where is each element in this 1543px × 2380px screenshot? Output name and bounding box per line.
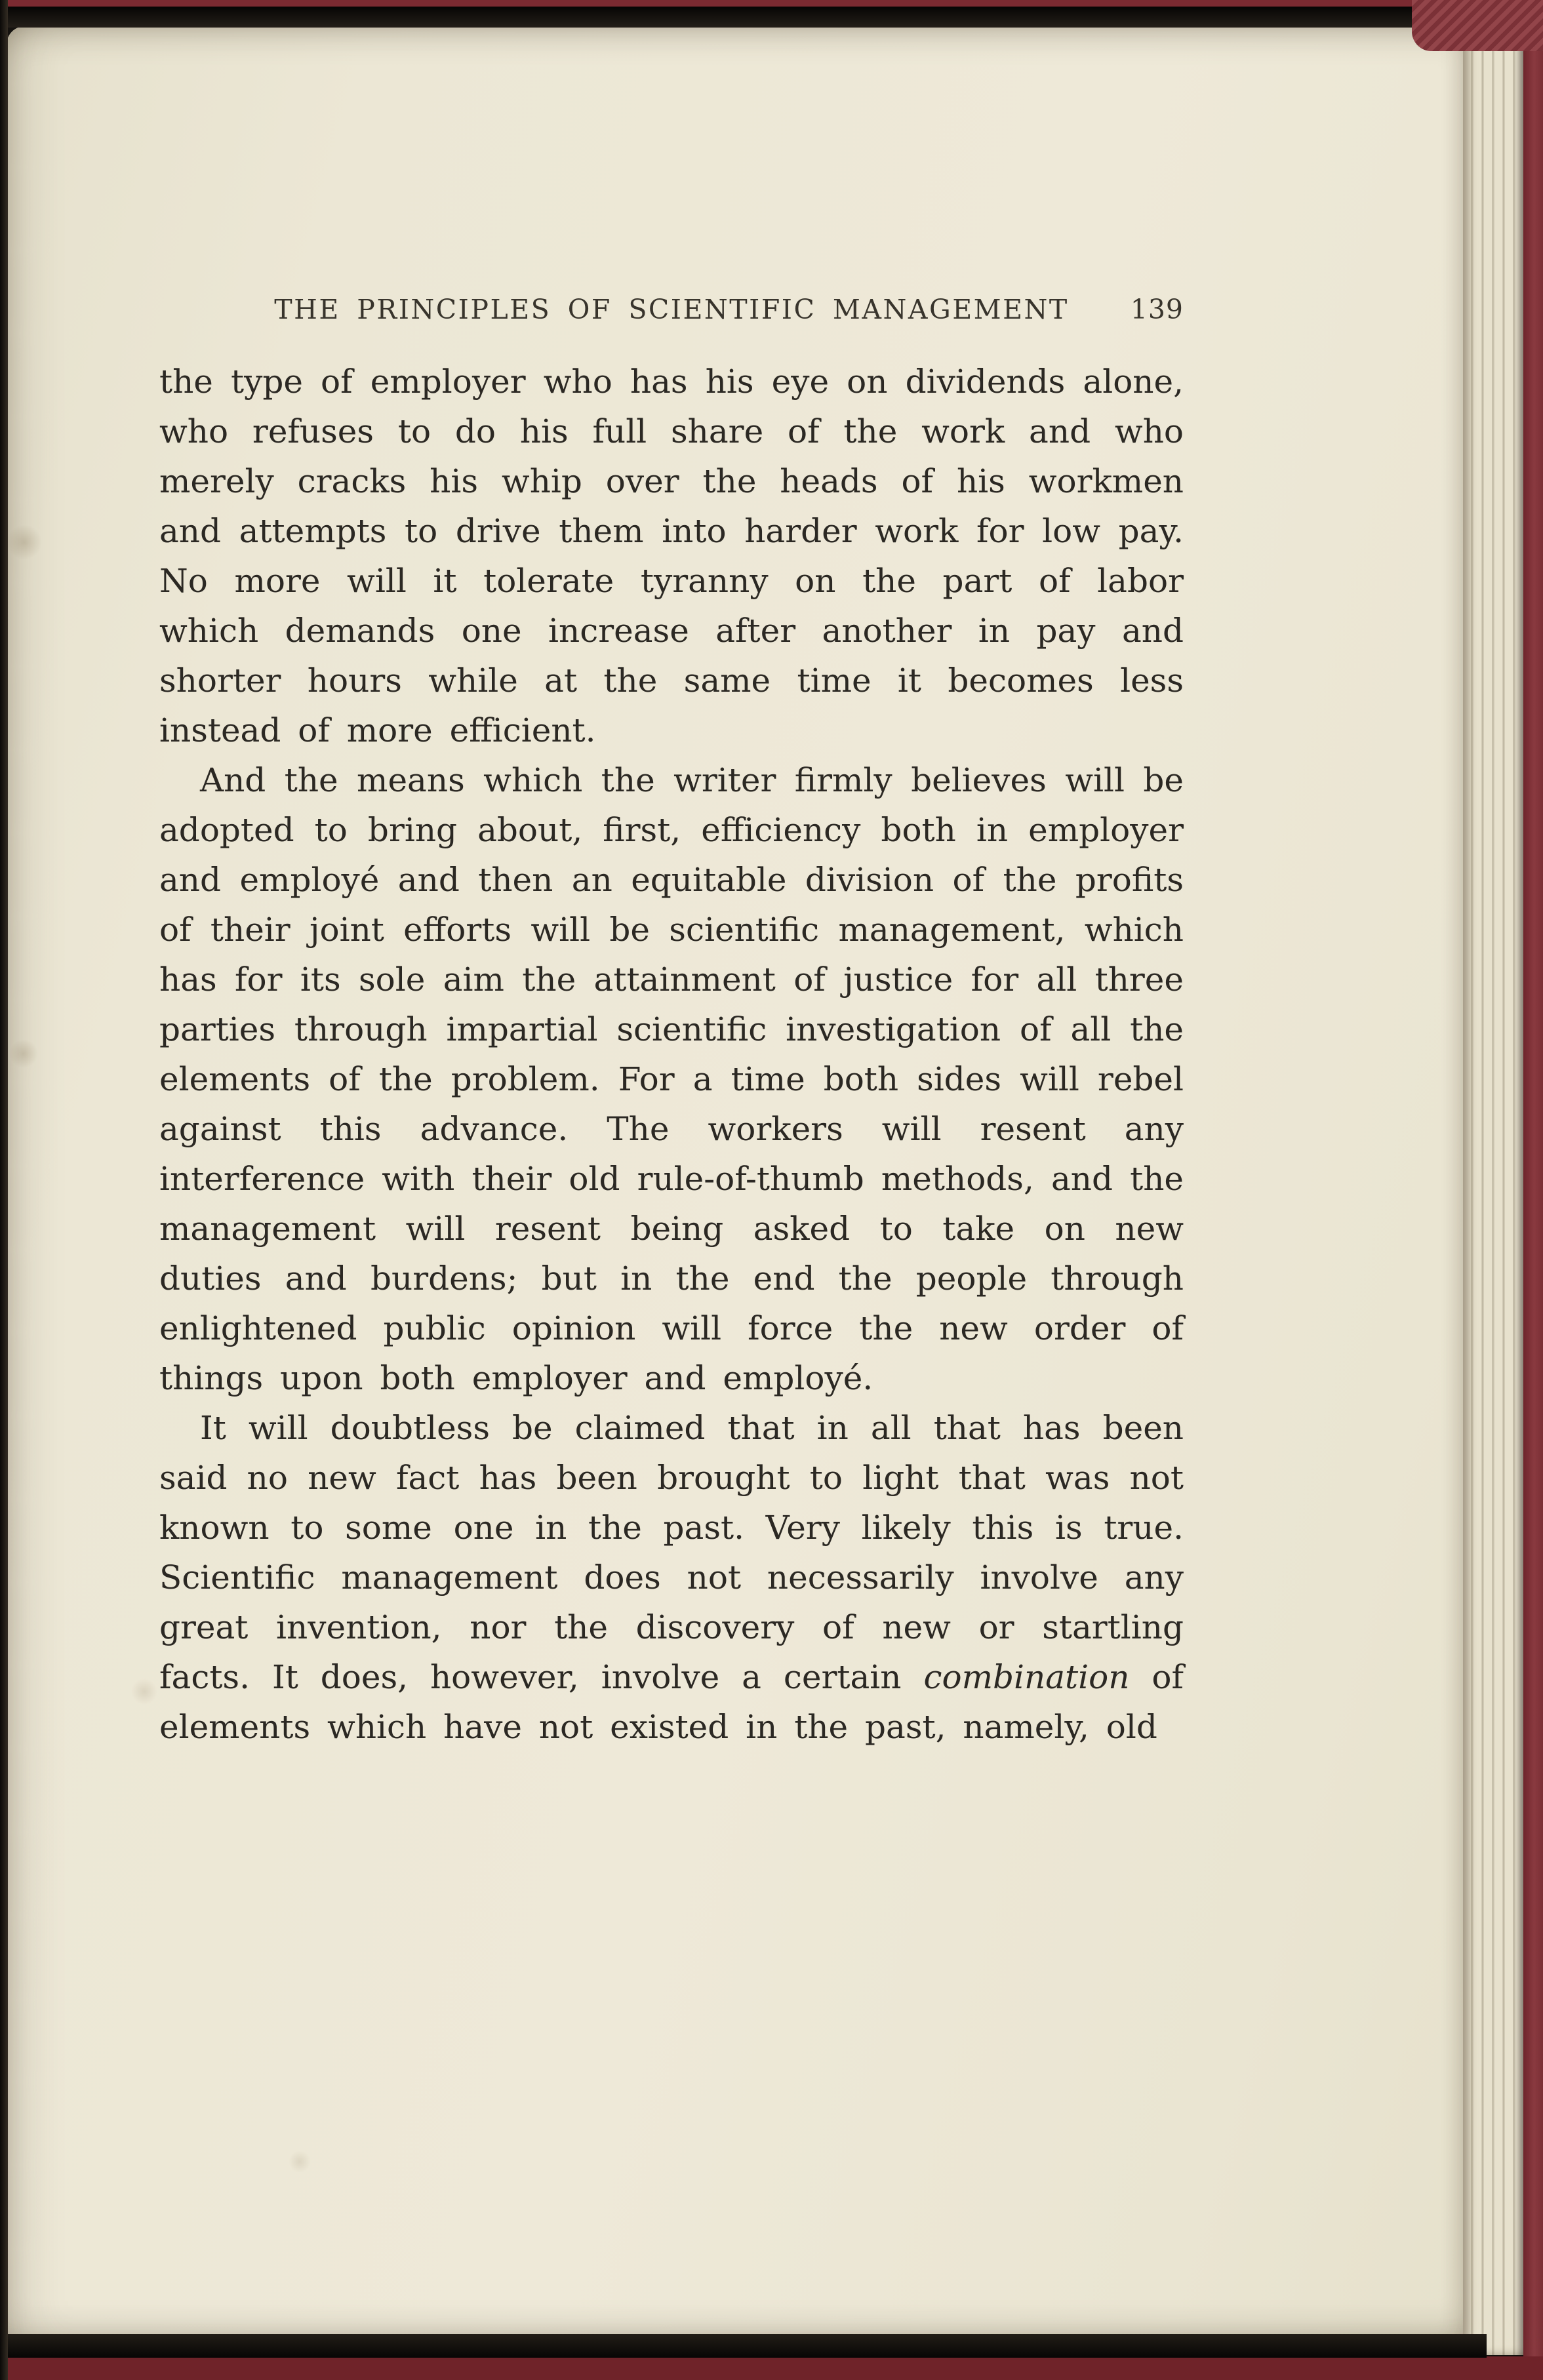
paper-stain <box>131 1678 157 1705</box>
paper-stain <box>289 2151 311 2173</box>
page-number: 139 <box>1130 294 1184 325</box>
cover-corner-top-right <box>1412 0 1543 51</box>
book-page <box>7 26 1463 2334</box>
cover-bottom-edge <box>0 2356 1543 2380</box>
italic-word: combination <box>923 1658 1130 1696</box>
page-edges-right <box>1463 29 1523 2355</box>
cover-right-edge <box>1523 0 1543 2380</box>
paper-stain <box>9 1039 38 1068</box>
cover-bottom-black-band <box>0 2334 1487 2358</box>
page-content <box>159 26 1184 1752</box>
cover-top-black-band <box>0 7 1451 28</box>
running-header-title: THE PRINCIPLES OF SCIENTIFIC MANAGEMENT <box>274 294 1069 325</box>
running-header <box>159 294 1184 332</box>
paragraph: And the means which the writer firmly believes will be adopted to bring about, first, efficiency both in employer and employé and then an equitable division of the profits of their joint efforts will be scientific management, which has for its sole aim the attainment of justice for all three parties through impartial scientific investigation of all the elements of the problem. For a time both sides will rebel against this advance. The workers will resent any interference with their old rule-of-thumb methods, and the management will resent being asked to take on new duties and burdens; but in the end the people through enlightened public opinion will force the new order of things upon both employer and employé. <box>159 761 1184 1397</box>
paragraph <box>159 1403 1184 1752</box>
paper-stain <box>7 525 42 560</box>
paragraph-text: It will doubtless be claimed that in all that has been said no new fact has been brought to light that was not known to some one in the past. Very likely this is true. Scientific management does not necessarily involve any great invention, nor the discovery of new or startling facts. It does, however, involve a certain <box>159 1409 1184 1696</box>
paragraph-continuation: the type of employer who has his eye on dividends alone, who refuses to do his full share of the work and who merely cracks his whip over the heads of his workmen and attempts to drive them into harder work for low pay. No more will it tolerate tyranny on the part of labor which demands one increase after another in pay and shorter hours while at the same time it becomes less instead of more efficient. <box>159 363 1184 749</box>
cover-left-edge <box>0 0 8 2380</box>
paragraph-text: of elements which have not existed in the past, namely, old <box>159 1658 1184 1746</box>
body-text <box>159 357 1184 1752</box>
